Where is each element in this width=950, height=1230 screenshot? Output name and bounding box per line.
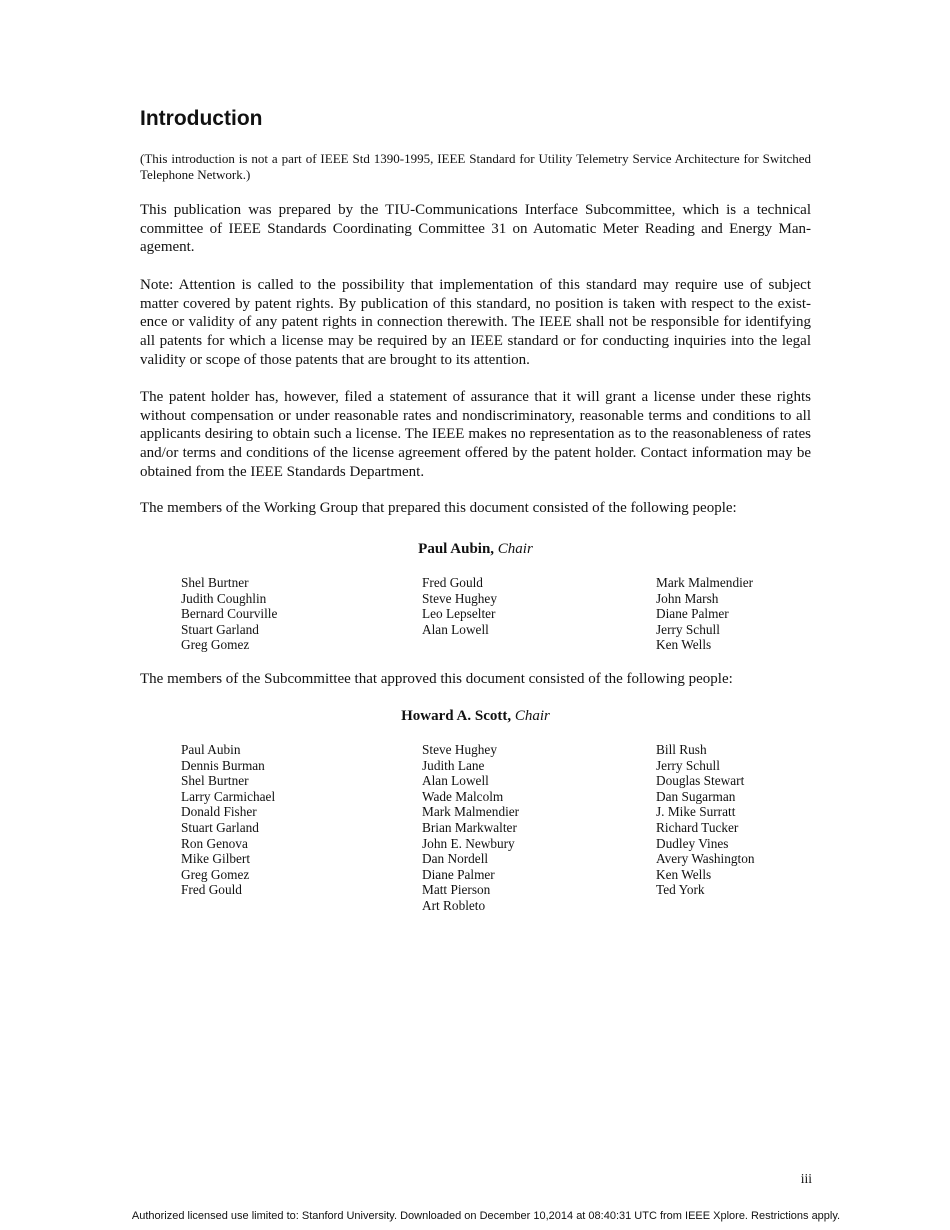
member-name: Douglas Stewart — [656, 773, 745, 789]
member-name: Shel Burtner — [181, 575, 249, 590]
member-name: Jerry Schull — [656, 621, 720, 637]
member-name: Brian Markwalter — [422, 819, 517, 835]
subcommittee-chair-role: Chair — [514, 708, 550, 724]
member-name: Bernard Courville — [181, 606, 278, 622]
member-name: Fred Gould — [422, 575, 483, 590]
member-name: Richard Tucker — [656, 819, 739, 835]
paragraph-patent-notice: Note: Attention is called to the possibility that implementation of this standard may require use of subject matter covered by patent rights. By publication of this standard, no position is taken with respect to the existence or validity of any patent rights in connection therewith. The IEEE shall not be responsible for identifying all patents for which a license may be required by an IEEE standard or for conducting inquiries into the legal validity or scope of those patents that are brought to its attention. — [140, 277, 811, 368]
page-number: iii — [800, 1171, 812, 1186]
member-name: Matt Pierson — [422, 882, 491, 898]
member-name: Alan Lowell — [422, 621, 489, 637]
member-name: Leo Lepselter — [422, 606, 496, 622]
member-name: Steve Hughey — [422, 590, 497, 606]
member-name: John Marsh — [656, 590, 719, 606]
working-group-column-2 — [422, 575, 497, 637]
member-name: Ted York — [656, 882, 705, 898]
member-name: Mark Malmendier — [422, 804, 520, 820]
member-name: Fred Gould — [181, 882, 242, 898]
member-name: Judith Coughlin — [181, 590, 267, 606]
member-name: John E. Newbury — [422, 835, 515, 851]
member-name: Diane Palmer — [656, 606, 729, 622]
page-title: Introduction — [140, 107, 263, 130]
subcommittee-column-1 — [181, 742, 275, 898]
working-group-chair — [140, 540, 811, 558]
member-name: Stuart Garland — [181, 621, 259, 637]
working-group-column-1 — [181, 575, 277, 653]
member-name: Larry Carmichael — [181, 788, 276, 804]
subcommittee-intro: The members of the Subcommittee that approved this document consisted of the following people: — [140, 671, 733, 687]
member-name: J. Mike Surratt — [656, 804, 736, 820]
introduction-note: (This introduction is not a part of IEEE Std 1390-1995, IEEE Standard for Utility Telemetry Service Architecture for Switched Telephone Network.) — [140, 151, 811, 182]
member-name: Dudley Vines — [656, 835, 729, 851]
working-group-column-3 — [656, 575, 753, 653]
member-name: Jerry Schull — [656, 757, 720, 773]
member-name: Greg Gomez — [181, 637, 250, 653]
member-name: Shel Burtner — [181, 773, 249, 789]
member-name: Ken Wells — [656, 637, 712, 653]
working-group-intro: The members of the Working Group that prepared this document consisted of the following people: — [140, 500, 737, 516]
subcommittee-chair — [140, 707, 811, 725]
paragraph-patent-holder: The patent holder has, however, filed a statement of assurance that it will grant a license under these rights without compensation or under reasonable rates and nondiscriminatory, reasonable terms and conditions to all applicants desiring to obtain such a license. The IEEE makes no representation as to the reasonableness of rates and/or terms and conditions of the license agreement offered by the patent holder. Contact information may be obtained from the IEEE Standards Department. — [140, 389, 811, 480]
paragraph-prepared-by: This publication was prepared by the TIU-Communications Interface Subcommittee, which is a technical committee of IEEE Standards Coordinating Committee 31 on Automatic Meter Reading and Energy Management. — [140, 202, 811, 256]
member-name: Stuart Garland — [181, 819, 259, 835]
working-group-chair-role: Chair — [497, 541, 533, 557]
subcommittee-column-2 — [422, 742, 519, 914]
member-name: Paul Aubin — [181, 742, 241, 757]
member-name: Art Robleto — [422, 897, 486, 913]
member-name: Wade Malcolm — [422, 788, 504, 804]
member-name: Mike Gilbert — [181, 851, 251, 867]
working-group-chair-name: Paul Aubin, — [418, 541, 495, 557]
member-name: Bill Rush — [656, 742, 707, 757]
member-name: Donald Fisher — [181, 804, 257, 820]
member-name: Greg Gomez — [181, 866, 250, 882]
member-name: Ken Wells — [656, 866, 712, 882]
member-name: Dan Nordell — [422, 851, 489, 867]
license-footer: Authorized licensed use limited to: Stanford University. Downloaded on December 10,2014 at 08:40:31 UTC from IEEE Xplore. Restrictions apply. — [131, 1210, 841, 1222]
member-name: Diane Palmer — [422, 866, 495, 882]
member-name: Dennis Burman — [181, 757, 265, 773]
member-name: Ron Genova — [181, 835, 248, 851]
member-name: Avery Washington — [656, 851, 755, 867]
subcommittee-column-3 — [656, 742, 755, 898]
member-name: Dan Sugarman — [656, 788, 736, 804]
subcommittee-chair-name: Howard A. Scott, — [401, 708, 512, 724]
member-name: Judith Lane — [422, 757, 485, 773]
member-name: Mark Malmendier — [656, 575, 754, 590]
member-name: Alan Lowell — [422, 773, 489, 789]
member-name: Steve Hughey — [422, 742, 497, 757]
